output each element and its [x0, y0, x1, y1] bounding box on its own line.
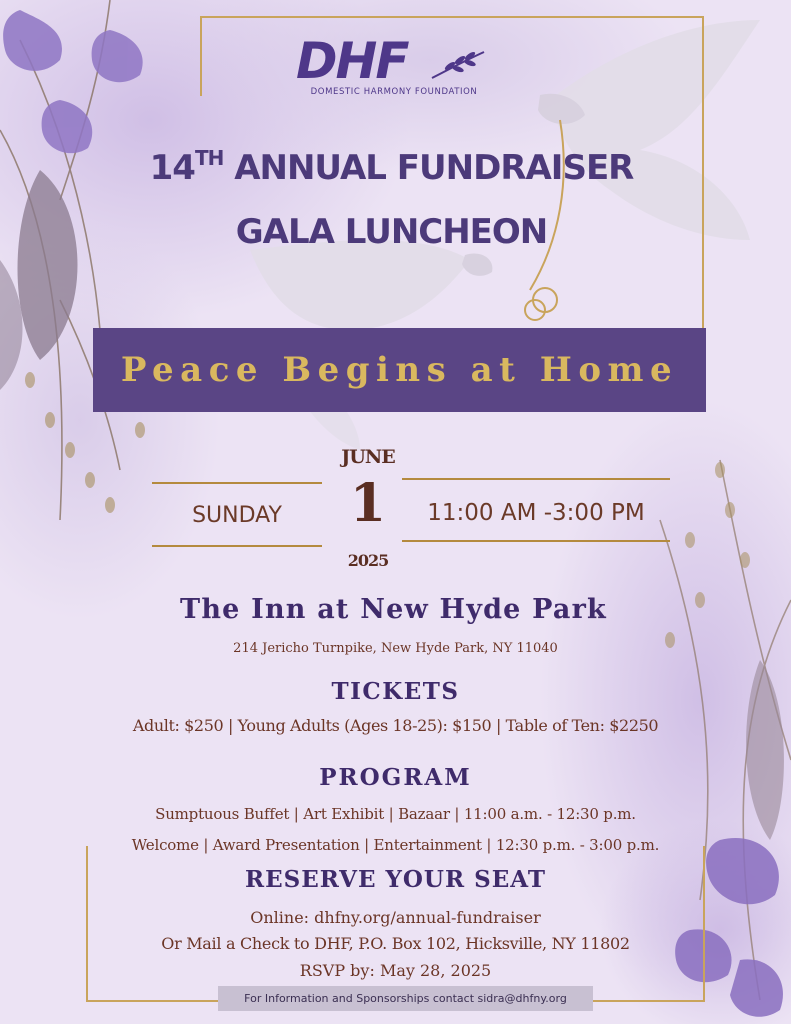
ticket-prices: Adult: $250 | Young Adults (Ages 18-25): $150 | Table of Ten: $2250: [132, 716, 659, 735]
event-year: 2025: [347, 551, 389, 570]
frame-top-line: [200, 16, 704, 18]
date-rule-left-top: [152, 482, 322, 484]
program-line-1: Sumptuous Buffet | Art Exhibit | Bazaar | 11:00 a.m. - 12:30 p.m.: [155, 805, 636, 823]
tagline-banner: [93, 328, 706, 412]
title-text: ANNUAL FUNDRAISER: [234, 148, 634, 188]
event-month: JUNE: [341, 446, 395, 468]
contact-text: For Information and Sponsorships contact sidra@dhfny.org: [244, 992, 567, 1005]
program-line-2: Welcome | Award Presentation | Entertainment | 12:30 p.m. - 3:00 p.m.: [131, 836, 660, 854]
anniversary-number: 14: [149, 148, 195, 188]
contact-bar: [218, 986, 593, 1011]
venue-name: The Inn at New Hyde Park: [180, 594, 607, 625]
reserve-online: Online: dhfny.org/annual-fundraiser: [250, 908, 541, 927]
olive-branch-icon: [430, 50, 486, 80]
event-time: 11:00 AM -3:00 PM: [427, 500, 645, 526]
program-heading: PROGRAM: [319, 764, 472, 791]
reserve-mail: Or Mail a Check to DHF, P.O. Box 102, Hicksville, NY 11802: [161, 934, 630, 953]
dhf-logo: [290, 34, 500, 100]
date-rule-right-bottom: [402, 540, 670, 542]
ordinal-suffix: TH: [194, 146, 224, 170]
date-rule-left-bottom: [152, 545, 322, 547]
frame-left-top-line: [200, 16, 202, 96]
rsvp-deadline: RSVP by: May 28, 2025: [299, 961, 492, 980]
event-weekday: SUNDAY: [192, 503, 282, 528]
reserve-heading: RESERVE YOUR SEAT: [245, 866, 546, 893]
tagline-text: Peace Begins at Home: [120, 350, 679, 390]
date-rule-right-top: [402, 478, 670, 480]
logo-mark: DHF: [296, 32, 408, 90]
tickets-heading: TICKETS: [331, 678, 460, 705]
venue-address: 214 Jericho Turnpike, New Hyde Park, NY 11040: [233, 641, 558, 656]
event-title-line2: GALA LUNCHEON: [235, 212, 548, 252]
event-day: 1: [349, 473, 387, 534]
logo-foundation-name: DOMESTIC HARMONY FOUNDATION: [310, 87, 478, 97]
event-title-line1: [0, 148, 787, 188]
